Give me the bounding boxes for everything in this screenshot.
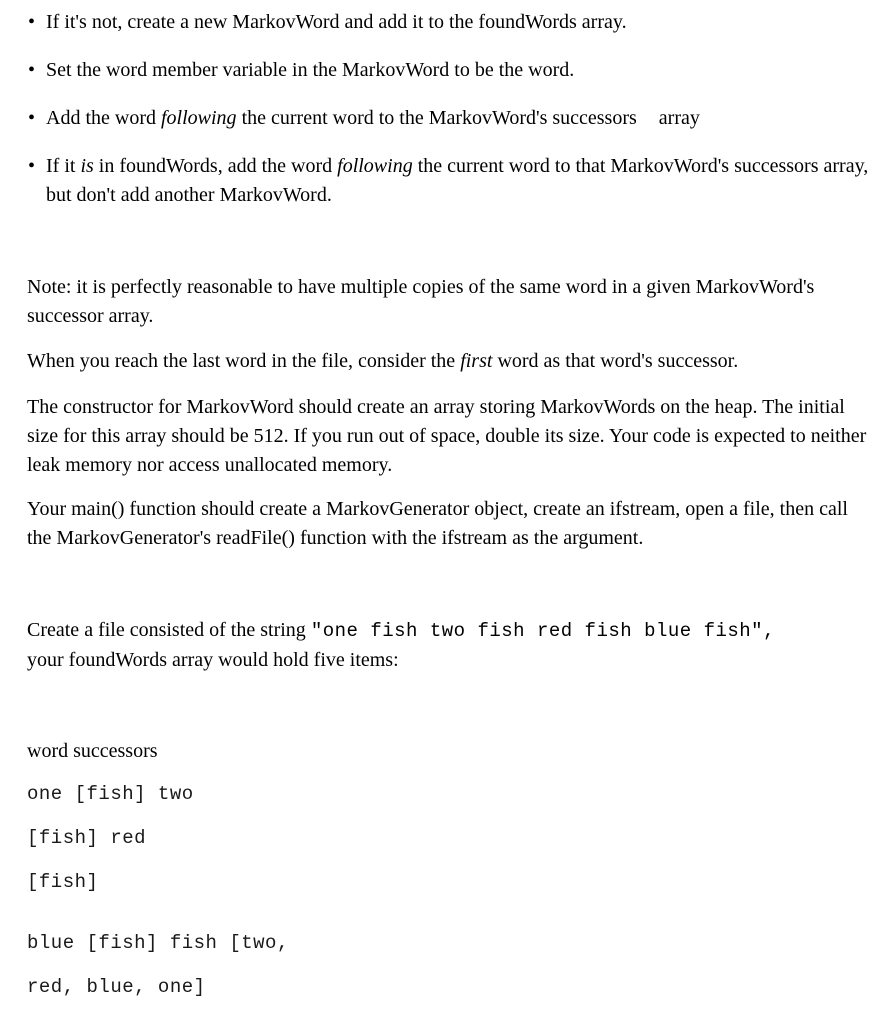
bullet-dot: • <box>28 155 36 177</box>
last-word-paragraph <box>27 347 877 376</box>
bullet-dot: • <box>28 107 36 129</box>
example-text-end: your foundWords array would hold five items: <box>27 649 399 671</box>
bullet-item-if-found <box>28 152 878 210</box>
last-word-text-end: word as that word's successor. <box>492 350 739 372</box>
bullet-dot: • <box>28 11 36 33</box>
bullet-emphasis-following: following <box>160 107 237 129</box>
bullet-text: If it's not, create a new MarkovWord and add it to the foundWords array. <box>46 11 627 33</box>
example-file-paragraph <box>27 616 877 675</box>
bullet-dot: • <box>28 59 36 81</box>
table-header: word successors <box>27 740 158 762</box>
main-function-paragraph: Your main() function should create a MarkovGenerator object, create an ifstream, open a file, then call the MarkovGenerator's readFile() function with the ifstream as the argument. <box>27 498 848 549</box>
bullet-text-middle: in foundWords, add the word <box>93 155 338 177</box>
table-row: [fish] red <box>27 827 147 849</box>
bullet-item-create-new <box>28 8 878 37</box>
table-row: blue [fish] fish [two, <box>27 932 289 954</box>
bullet-emphasis-is: is <box>80 155 94 177</box>
table-row: one [fish] two <box>27 783 194 805</box>
example-code-string: "one fish two fish red fish blue fish", <box>310 620 775 642</box>
bullet-item-add-following <box>28 104 878 133</box>
bullet-item-set-word <box>28 56 878 85</box>
bullet-emphasis-following: following <box>337 155 413 177</box>
constructor-paragraph: The constructor for MarkovWord should create an array storing MarkovWords on the heap. The initial size for this array should be 512. If you run out of space, double its size. Your code is expected to neither leak memory nor access unallocated memory. <box>27 396 867 476</box>
bullet-text-array: array <box>658 107 700 129</box>
bullet-text-end: the current word to the MarkovWord's successors <box>236 107 637 129</box>
bullet-text-end: the current word to that MarkovWord's successors array, but don't add another MarkovWord. <box>46 155 869 206</box>
instruction-bullet-list <box>28 8 878 229</box>
emphasis-first: first <box>460 350 493 372</box>
bullet-text-start: Add the word <box>46 107 161 129</box>
table-row: red, blue, one] <box>27 976 206 998</box>
last-word-text-start: When you reach the last word in the file, consider the <box>27 350 461 372</box>
bullet-text-start: If it <box>46 155 81 177</box>
example-text-start: Create a file consisted of the string <box>27 619 311 641</box>
note-paragraph: Note: it is perfectly reasonable to have multiple copies of the same word in a given MarkovWord's successor array. <box>27 276 815 327</box>
table-row: [fish] <box>27 871 99 893</box>
bullet-text: Set the word member variable in the MarkovWord to be the word. <box>46 59 575 81</box>
